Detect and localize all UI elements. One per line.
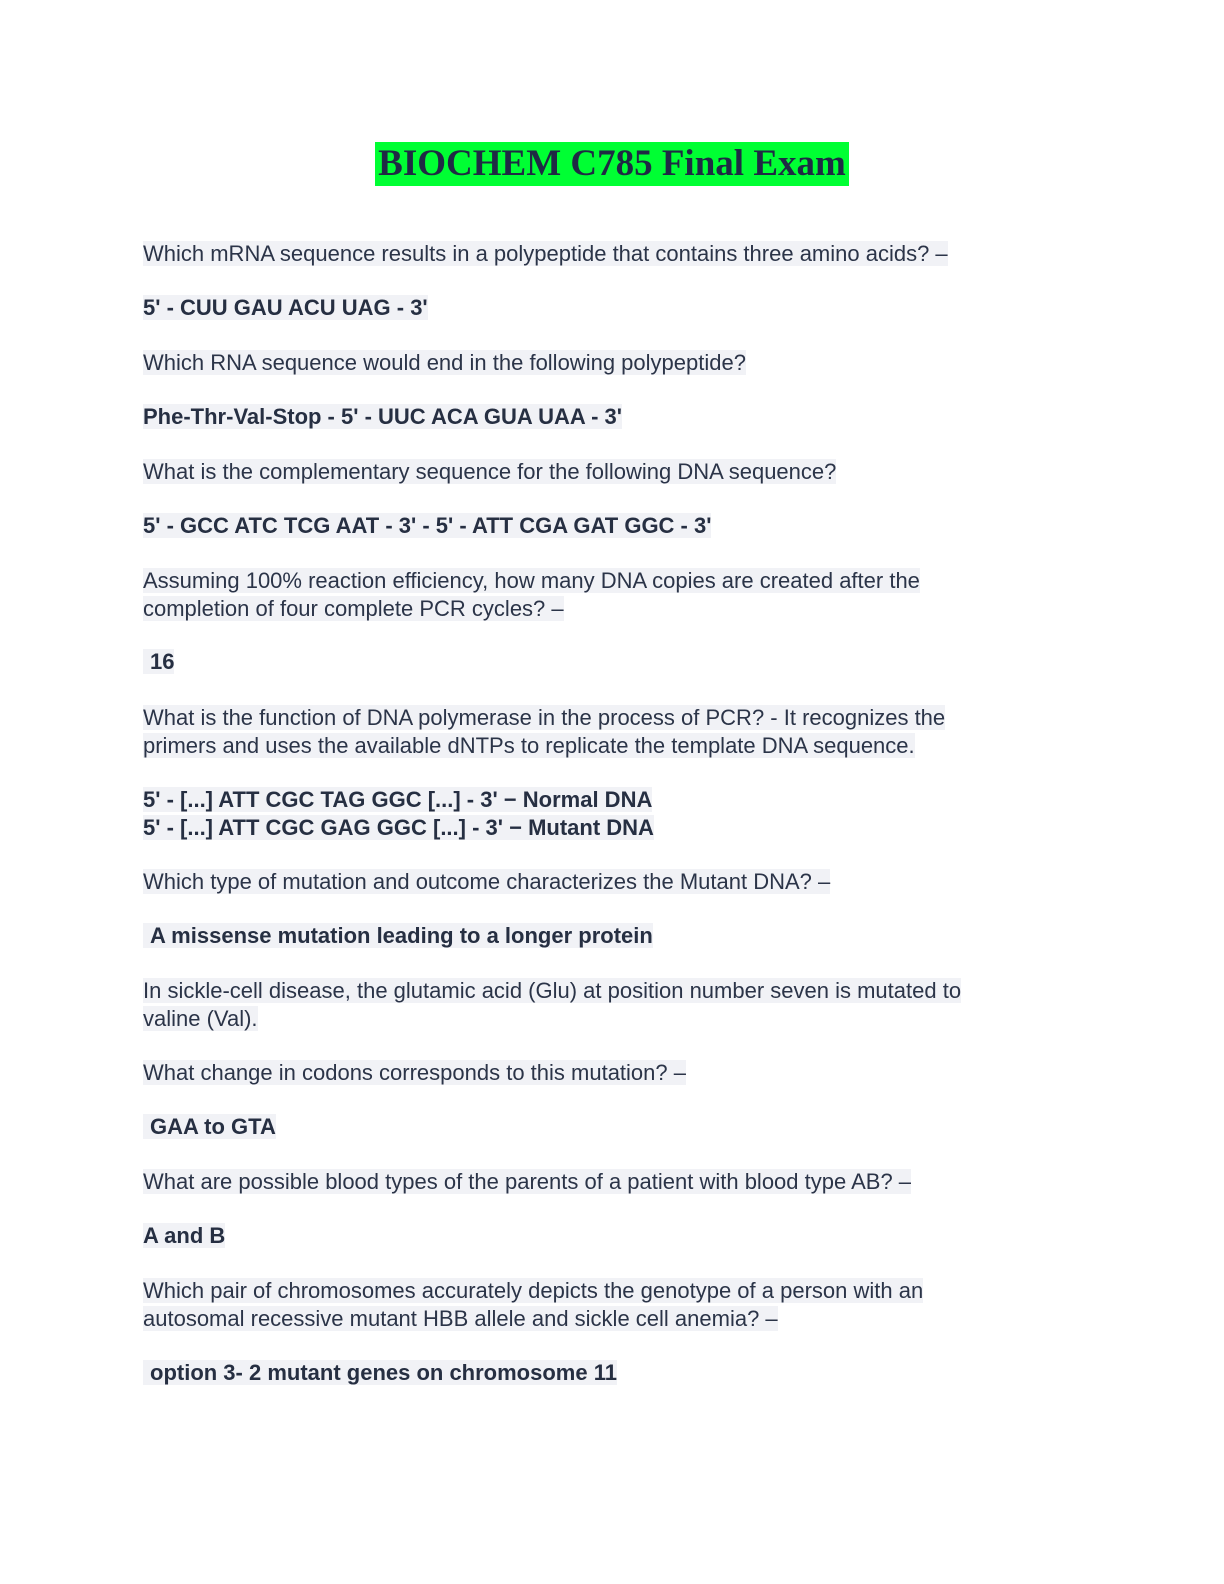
- answer-8: A and B: [143, 1223, 226, 1248]
- answer-7: GAA to GTA: [143, 1113, 1043, 1141]
- question-4: Assuming 100% reaction efficiency, how many DNA copies are created after the completion of four complete PCR cycles? –: [143, 568, 920, 621]
- answer-6: A missense mutation leading to a longer protein: [143, 922, 1043, 950]
- mutant-dna: 5' - [...] ATT CGC GAG GGC [...] - 3' − Mutant DNA: [143, 815, 654, 840]
- page-title: BIOCHEM C785 Final Exam: [375, 142, 849, 186]
- question-6: Which type of mutation and outcome characterizes the Mutant DNA? –: [143, 869, 831, 894]
- title-container: [0, 142, 1224, 186]
- question-5: What is the function of DNA polymerase in the process of PCR? - It recognizes the primers and uses the available dNTPs to replicate the template DNA sequence.: [143, 705, 946, 758]
- question-7-context: In sickle-cell disease, the glutamic acid (Glu) at position number seven is mutated to valine (Val).: [143, 978, 962, 1031]
- question-1: Which mRNA sequence results in a polypeptide that contains three amino acids? –: [143, 241, 948, 266]
- question-9: Which pair of chromosomes accurately depicts the genotype of a person with an autosomal recessive mutant HBB allele and sickle cell anemia? –: [143, 1278, 924, 1331]
- answer-9: option 3- 2 mutant genes on chromosome 11: [143, 1359, 1043, 1387]
- answer-1: 5' - CUU GAU ACU UAG - 3': [143, 295, 428, 320]
- question-7: What change in codons corresponds to this mutation? –: [143, 1060, 686, 1085]
- question-8: What are possible blood types of the parents of a patient with blood type AB? –: [143, 1169, 912, 1194]
- normal-dna: 5' - [...] ATT CGC TAG GGC [...] - 3' − Normal DNA: [143, 787, 653, 812]
- answer-4: 16: [143, 648, 1043, 676]
- dna-sequences: [143, 786, 1043, 842]
- answer-3: 5' - GCC ATC TCG AAT - 3' - 5' - ATT CGA GAT GGC - 3': [143, 513, 712, 538]
- question-3: What is the complementary sequence for the following DNA sequence?: [143, 459, 837, 484]
- answer-2: Phe-Thr-Val-Stop - 5' - UUC ACA GUA UAA - 3': [143, 404, 622, 429]
- question-2: Which RNA sequence would end in the following polypeptide?: [143, 350, 746, 375]
